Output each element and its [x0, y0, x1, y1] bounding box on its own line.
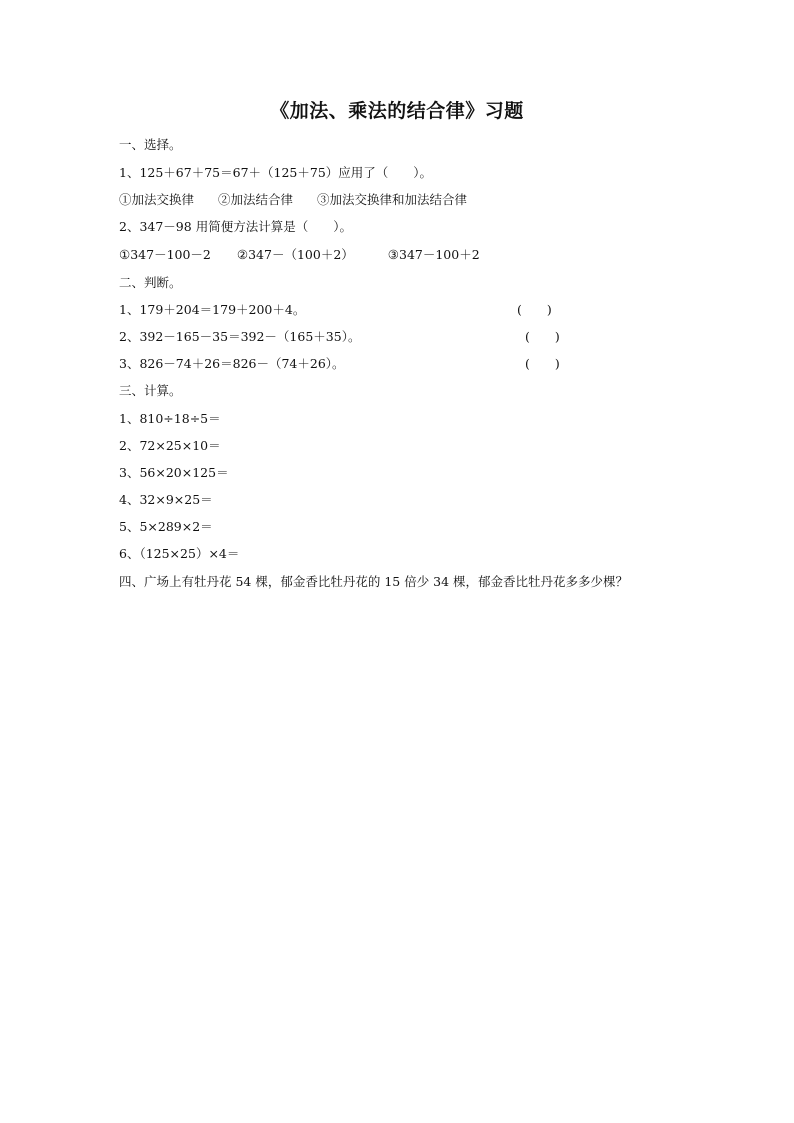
- calc-item-6: 6、（125×25）×4＝: [119, 546, 240, 561]
- choice-question-1: 1、125＋67＋75＝67＋（125＋75）应用了（ ）。: [119, 165, 433, 180]
- judge-item-1: 1、179＋204＝179＋200＋4。: [119, 302, 306, 317]
- judge-answer-bracket-3[interactable]: ( ): [525, 356, 560, 371]
- option-1-3: ③加法交换律和加法结合律: [317, 192, 468, 207]
- calc-item-5: 5、5×289×2＝: [119, 519, 213, 534]
- calc-item-3: 3、56×20×125＝: [119, 465, 229, 480]
- option-1-1: ①加法交换律: [119, 192, 195, 207]
- judge-answer-bracket-2[interactable]: ( ): [525, 329, 560, 344]
- page-title: 《加法、乘法的结合律》习题: [270, 100, 524, 122]
- option-2-2: ②347－（100＋2）: [236, 247, 354, 262]
- word-problem: 四、广场上有牡丹花 54 棵，郁金香比牡丹花的 15 倍少 34 棵，郁金香比牡丹花多多少棵？: [119, 574, 629, 589]
- calc-item-1: 1、810÷18÷5＝: [119, 411, 221, 426]
- calc-item-4: 4、32×9×25＝: [119, 492, 213, 507]
- judge-item-3: 3、826－74＋26＝826－（74＋26）。: [119, 356, 345, 371]
- judge-answer-bracket-1[interactable]: ( ): [517, 302, 552, 317]
- choice-question-2: 2、347－98 用简便方法计算是（ ）。: [119, 219, 352, 234]
- calc-item-2: 2、72×25×10＝: [119, 438, 221, 453]
- section-heading-choice: 一、选择。: [119, 137, 182, 152]
- option-1-2: ②加法结合律: [218, 192, 294, 207]
- option-2-3: ③347－100＋2: [387, 247, 480, 262]
- choice-question-1-options: [119, 191, 467, 209]
- choice-question-2-options: [119, 246, 480, 264]
- judge-item-2: 2、392－165－35＝392－（165＋35）。: [119, 329, 361, 344]
- section-heading-calculate: 三、计算。: [119, 383, 182, 398]
- section-heading-judge: 二、判断。: [119, 275, 182, 290]
- option-2-1: ①347－100－2: [119, 247, 211, 262]
